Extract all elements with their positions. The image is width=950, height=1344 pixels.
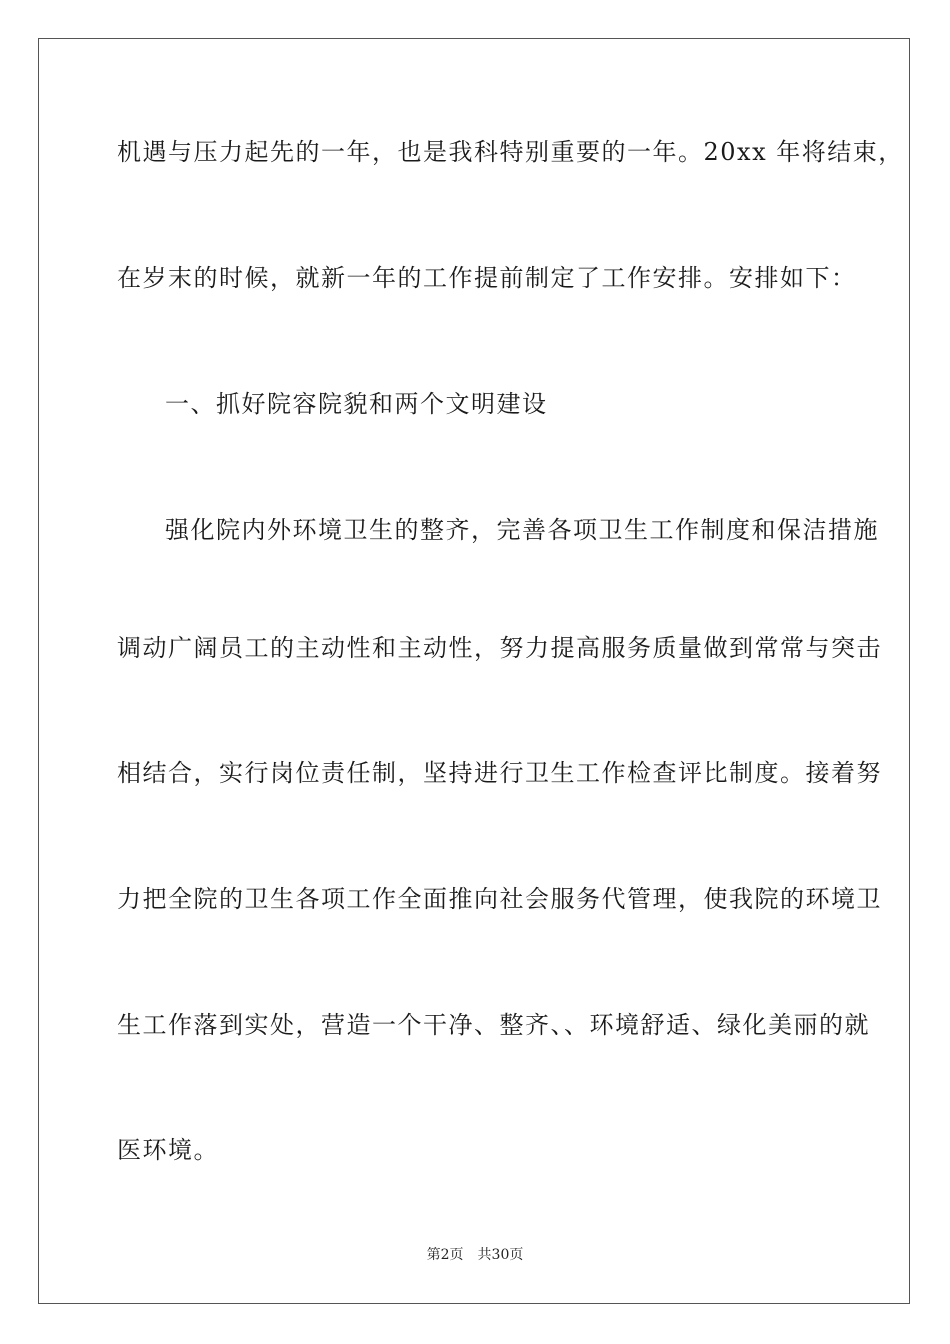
body-line: 相结合，实行岗位责任制，坚持进行卫生工作检查评比制度。接着努 [117,759,882,787]
page-footer [0,1245,950,1265]
body-line: 机遇与压力起先的一年，也是我科特别重要的一年。20xx 年将结束， [117,138,904,166]
body-line: 在岁末的时候，就新一年的工作提前制定了工作安排。安排如下： [117,264,857,292]
body-line: 调动广阔员工的主动性和主动性，努力提高服务质量做到常常与突击 [117,634,882,662]
body-line: 生工作落到实处，营造一个干净、整齐、、环境舒适、绿化美丽的就 [117,1011,870,1039]
body-line: 医环境。 [117,1136,219,1164]
body-line: 强化院内外环境卫生的整齐，完善各项卫生工作制度和保洁措施 [165,516,879,544]
page-number: 第2页 [426,1247,464,1263]
body-line: 力把全院的卫生各项工作全面推向社会服务代管理，使我院的环境卫 [117,885,882,913]
page-frame [38,38,910,1304]
page-total: 共30页 [477,1247,524,1263]
section-heading: 一、抓好院容院貌和两个文明建设 [165,390,548,418]
